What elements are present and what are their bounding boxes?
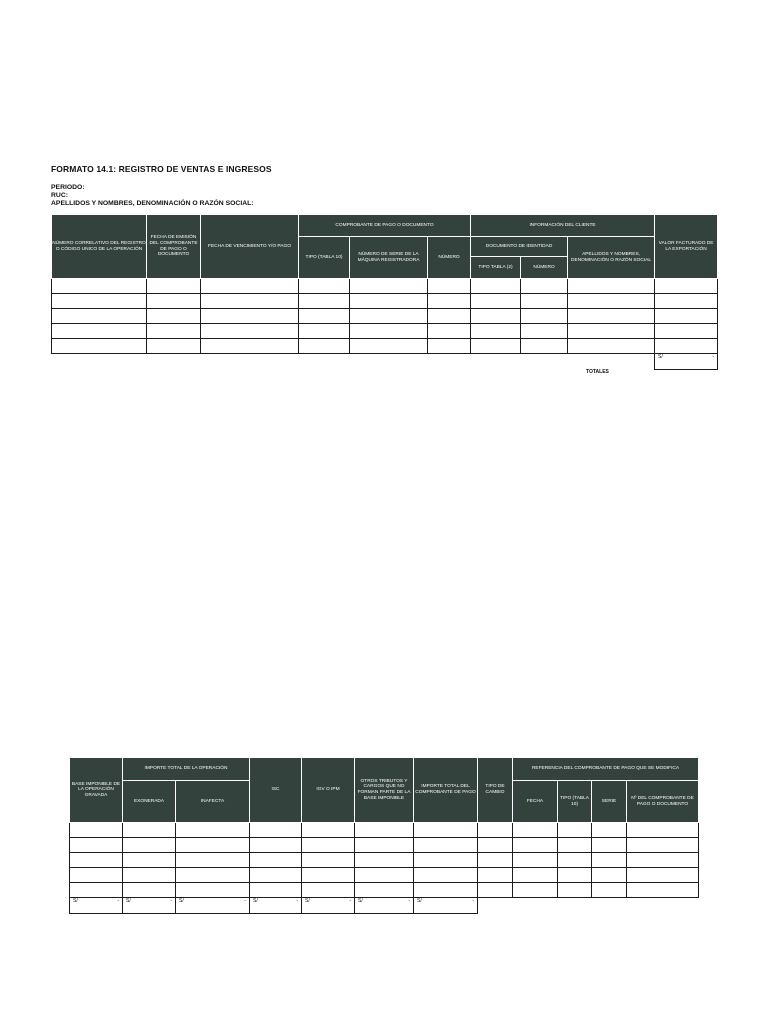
- header-numero: NÚMERO: [428, 237, 471, 279]
- table-cell[interactable]: [70, 868, 123, 883]
- header-importe-total-operacion: IMPORTE TOTAL DE LA OPERACIÓN: [123, 758, 250, 781]
- razon-social-label: APELLIDOS Y NOMBRES, DENOMINACIÓN O RAZÓN SOCIAL:: [51, 200, 254, 207]
- totales-label: TOTALES: [586, 369, 609, 375]
- table-cell[interactable]: [592, 853, 627, 868]
- table-cell[interactable]: [302, 883, 355, 898]
- header-serie: NÚMERO DE SERIE DE LA MÁQUINA REGISTRADORA: [350, 237, 428, 279]
- table-row: [70, 853, 699, 868]
- header-isc: ISC: [250, 758, 302, 823]
- table-cell[interactable]: [355, 868, 414, 883]
- table-cell[interactable]: [558, 853, 592, 868]
- table-cell[interactable]: [513, 853, 558, 868]
- header-apellidos: APELLIDOS Y NOMBRES, DENOMINACIÓN O RAZÓN SOCIAL: [568, 237, 655, 279]
- table-cell[interactable]: [201, 309, 299, 324]
- total-cell: S/ -: [414, 898, 478, 914]
- table-cell[interactable]: [350, 324, 428, 339]
- table-cell[interactable]: [627, 868, 699, 883]
- table-cell[interactable]: [428, 324, 471, 339]
- table-cell[interactable]: [70, 838, 123, 853]
- table-cell[interactable]: [655, 279, 718, 294]
- header-comprobante: COMPROBANTE DE PAGO O DOCUMENTO: [299, 215, 471, 237]
- table-row: [52, 294, 718, 309]
- header-serie-ref: SERIE: [592, 781, 627, 823]
- table-cell[interactable]: [52, 339, 147, 354]
- table-cell[interactable]: [558, 838, 592, 853]
- table-cell[interactable]: [568, 339, 655, 354]
- table-cell[interactable]: [521, 309, 568, 324]
- table-cell[interactable]: [123, 883, 176, 898]
- header-inafecta: INAFECTA: [176, 781, 250, 823]
- header-cliente: INFORMACIÓN DEL CLIENTE: [471, 215, 655, 237]
- table-cell[interactable]: [471, 324, 521, 339]
- table-cell[interactable]: [627, 823, 699, 838]
- table-cell[interactable]: [414, 838, 478, 853]
- table-cell[interactable]: [147, 324, 201, 339]
- table-row: [70, 838, 699, 853]
- header-exonerada: EXONERADA: [123, 781, 176, 823]
- header-base-imponible: BASE IMPONIBLE DE LA OPERACIÓN GRAVADA: [70, 758, 123, 823]
- table-cell[interactable]: [592, 883, 627, 898]
- table-cell[interactable]: [176, 838, 250, 853]
- table-cell[interactable]: [250, 823, 302, 838]
- table-cell[interactable]: [299, 309, 350, 324]
- total-cell: S/ -: [176, 898, 250, 914]
- table-cell[interactable]: [592, 868, 627, 883]
- table-cell[interactable]: [52, 279, 147, 294]
- header-igv: IGV O IPM: [302, 758, 355, 823]
- total-valor-facturado: S/ -: [655, 354, 718, 370]
- table-cell[interactable]: [655, 339, 718, 354]
- table-cell[interactable]: [428, 279, 471, 294]
- table-cell[interactable]: [471, 279, 521, 294]
- total-cell: S/ -: [355, 898, 414, 914]
- table-cell[interactable]: [471, 309, 521, 324]
- table-cell[interactable]: [655, 309, 718, 324]
- header-nro-comprobante: Nº DEL COMPROBANTE DE PAGO O DOCUMENTO: [627, 781, 699, 823]
- header-otros-tributos: OTROS TRIBUTOS Y CARGOS QUE NO FORMAN PARTE DE LA BASE IMPONIBLE: [355, 758, 414, 823]
- table-cell[interactable]: [147, 279, 201, 294]
- header-documento-identidad: DOCUMENTO DE IDENTIDAD: [471, 237, 568, 257]
- table-cell[interactable]: [521, 279, 568, 294]
- table-cell[interactable]: [201, 324, 299, 339]
- table-row: [52, 324, 718, 339]
- table-cell[interactable]: [478, 853, 513, 868]
- table-cell[interactable]: [147, 294, 201, 309]
- table-cell[interactable]: [414, 853, 478, 868]
- table-cell[interactable]: [355, 883, 414, 898]
- header-tipo-tabla10: TIPO (TABLA 10): [558, 781, 592, 823]
- table-cell[interactable]: [350, 339, 428, 354]
- table-cell[interactable]: [302, 823, 355, 838]
- header-valor-facturado: VALOR FACTURADO DE LA EXPORTACIÓN: [655, 215, 718, 279]
- form-title: FORMATO 14.1: REGISTRO DE VENTAS E INGRESOS: [51, 164, 272, 174]
- table-cell[interactable]: [52, 309, 147, 324]
- table-cell[interactable]: [355, 823, 414, 838]
- table-cell[interactable]: [355, 853, 414, 868]
- table-cell[interactable]: [627, 883, 699, 898]
- table-cell[interactable]: [513, 868, 558, 883]
- table-cell[interactable]: [568, 309, 655, 324]
- table-cell[interactable]: [52, 294, 147, 309]
- table-cell[interactable]: [471, 339, 521, 354]
- table-cell[interactable]: [513, 823, 558, 838]
- table-cell[interactable]: [521, 294, 568, 309]
- header-importe-total-comprobante: IMPORTE TOTAL DEL COMPROBANTE DE PAGO: [414, 758, 478, 823]
- table-row: [70, 868, 699, 883]
- ruc-label: RUC:: [51, 192, 68, 199]
- ventas-table: [51, 214, 718, 370]
- table-cell[interactable]: [201, 279, 299, 294]
- table-cell[interactable]: [302, 853, 355, 868]
- table-cell[interactable]: [558, 823, 592, 838]
- header-correlativo: NÚMERO CORRELATIVO DEL REGISTRO O CÓDIGO UNICO DE LA OPERACIÓN: [52, 215, 147, 279]
- table-cell[interactable]: [70, 853, 123, 868]
- table-cell[interactable]: [355, 838, 414, 853]
- table-cell[interactable]: [627, 853, 699, 868]
- table-cell[interactable]: [299, 339, 350, 354]
- table-row: [52, 309, 718, 324]
- table-cell[interactable]: [428, 339, 471, 354]
- total-cell: S/ -: [70, 898, 123, 914]
- table-cell[interactable]: [478, 823, 513, 838]
- table-cell[interactable]: [414, 823, 478, 838]
- header-referencia: REFERENCIA DEL COMPROBANTE DE PAGO QUE SE MODIFICA: [513, 758, 699, 781]
- table-cell[interactable]: [568, 294, 655, 309]
- table-cell[interactable]: [299, 294, 350, 309]
- table-cell[interactable]: [513, 883, 558, 898]
- table-cell[interactable]: [478, 868, 513, 883]
- table-cell[interactable]: [428, 309, 471, 324]
- table-cell[interactable]: [299, 279, 350, 294]
- table-row: [70, 883, 699, 898]
- table-cell[interactable]: [414, 883, 478, 898]
- header-fecha-emision: FECHA DE EMISIÓN DEL COMPROBANTE DE PAGO O DOCUMENTO: [147, 215, 201, 279]
- table-cell[interactable]: [627, 838, 699, 853]
- table-cell[interactable]: [123, 868, 176, 883]
- table-cell[interactable]: [428, 294, 471, 309]
- table-cell[interactable]: [250, 883, 302, 898]
- table-cell[interactable]: [350, 294, 428, 309]
- table-cell[interactable]: [147, 309, 201, 324]
- table-cell[interactable]: [70, 823, 123, 838]
- header-tipo-cambio: TIPO DE CAMBIO: [478, 758, 513, 823]
- table-row: [52, 339, 718, 354]
- table-cell[interactable]: [414, 868, 478, 883]
- table-cell[interactable]: [558, 883, 592, 898]
- table-cell[interactable]: [592, 838, 627, 853]
- periodo-label: PERIODO:: [51, 184, 85, 191]
- table-cell[interactable]: [176, 853, 250, 868]
- table-cell[interactable]: [250, 853, 302, 868]
- table-cell[interactable]: [558, 868, 592, 883]
- table-cell[interactable]: [521, 324, 568, 339]
- table-cell[interactable]: [52, 324, 147, 339]
- table-cell[interactable]: [302, 868, 355, 883]
- table-cell[interactable]: [521, 339, 568, 354]
- table-cell[interactable]: [350, 309, 428, 324]
- table-cell[interactable]: [471, 294, 521, 309]
- table-cell[interactable]: [201, 294, 299, 309]
- table-cell[interactable]: [250, 838, 302, 853]
- table-cell[interactable]: [147, 339, 201, 354]
- table-row: [70, 823, 699, 838]
- table-cell[interactable]: [201, 339, 299, 354]
- header-tipo-tabla2: TIPO TABLA (2): [471, 257, 521, 279]
- table-cell[interactable]: [592, 823, 627, 838]
- table-cell[interactable]: [568, 279, 655, 294]
- total-cell: S/ -: [123, 898, 176, 914]
- header-numero-doc: NÚMERO: [521, 257, 568, 279]
- table-cell[interactable]: [302, 838, 355, 853]
- table-cell[interactable]: [250, 868, 302, 883]
- total-cell: S/ -: [302, 898, 355, 914]
- table-cell[interactable]: [655, 294, 718, 309]
- table-cell[interactable]: [655, 324, 718, 339]
- total-cell: S/ -: [250, 898, 302, 914]
- header-fecha: FECHA: [513, 781, 558, 823]
- table-row: [52, 279, 718, 294]
- table-cell[interactable]: [568, 324, 655, 339]
- table-cell[interactable]: [478, 838, 513, 853]
- table-cell[interactable]: [478, 883, 513, 898]
- header-fecha-vencimiento: FECHA DE VENCIMIENTO Y/O PAGO: [201, 215, 299, 279]
- table-cell[interactable]: [70, 883, 123, 898]
- table-cell[interactable]: [350, 279, 428, 294]
- table-cell[interactable]: [123, 823, 176, 838]
- table-cell[interactable]: [123, 838, 176, 853]
- table-cell[interactable]: [123, 853, 176, 868]
- table-cell[interactable]: [176, 823, 250, 838]
- montos-table: [69, 757, 699, 914]
- header-tipo: TIPO (TABLA 10): [299, 237, 350, 279]
- table-cell[interactable]: [176, 883, 250, 898]
- table-cell[interactable]: [299, 324, 350, 339]
- table-cell[interactable]: [176, 868, 250, 883]
- table-cell[interactable]: [513, 838, 558, 853]
